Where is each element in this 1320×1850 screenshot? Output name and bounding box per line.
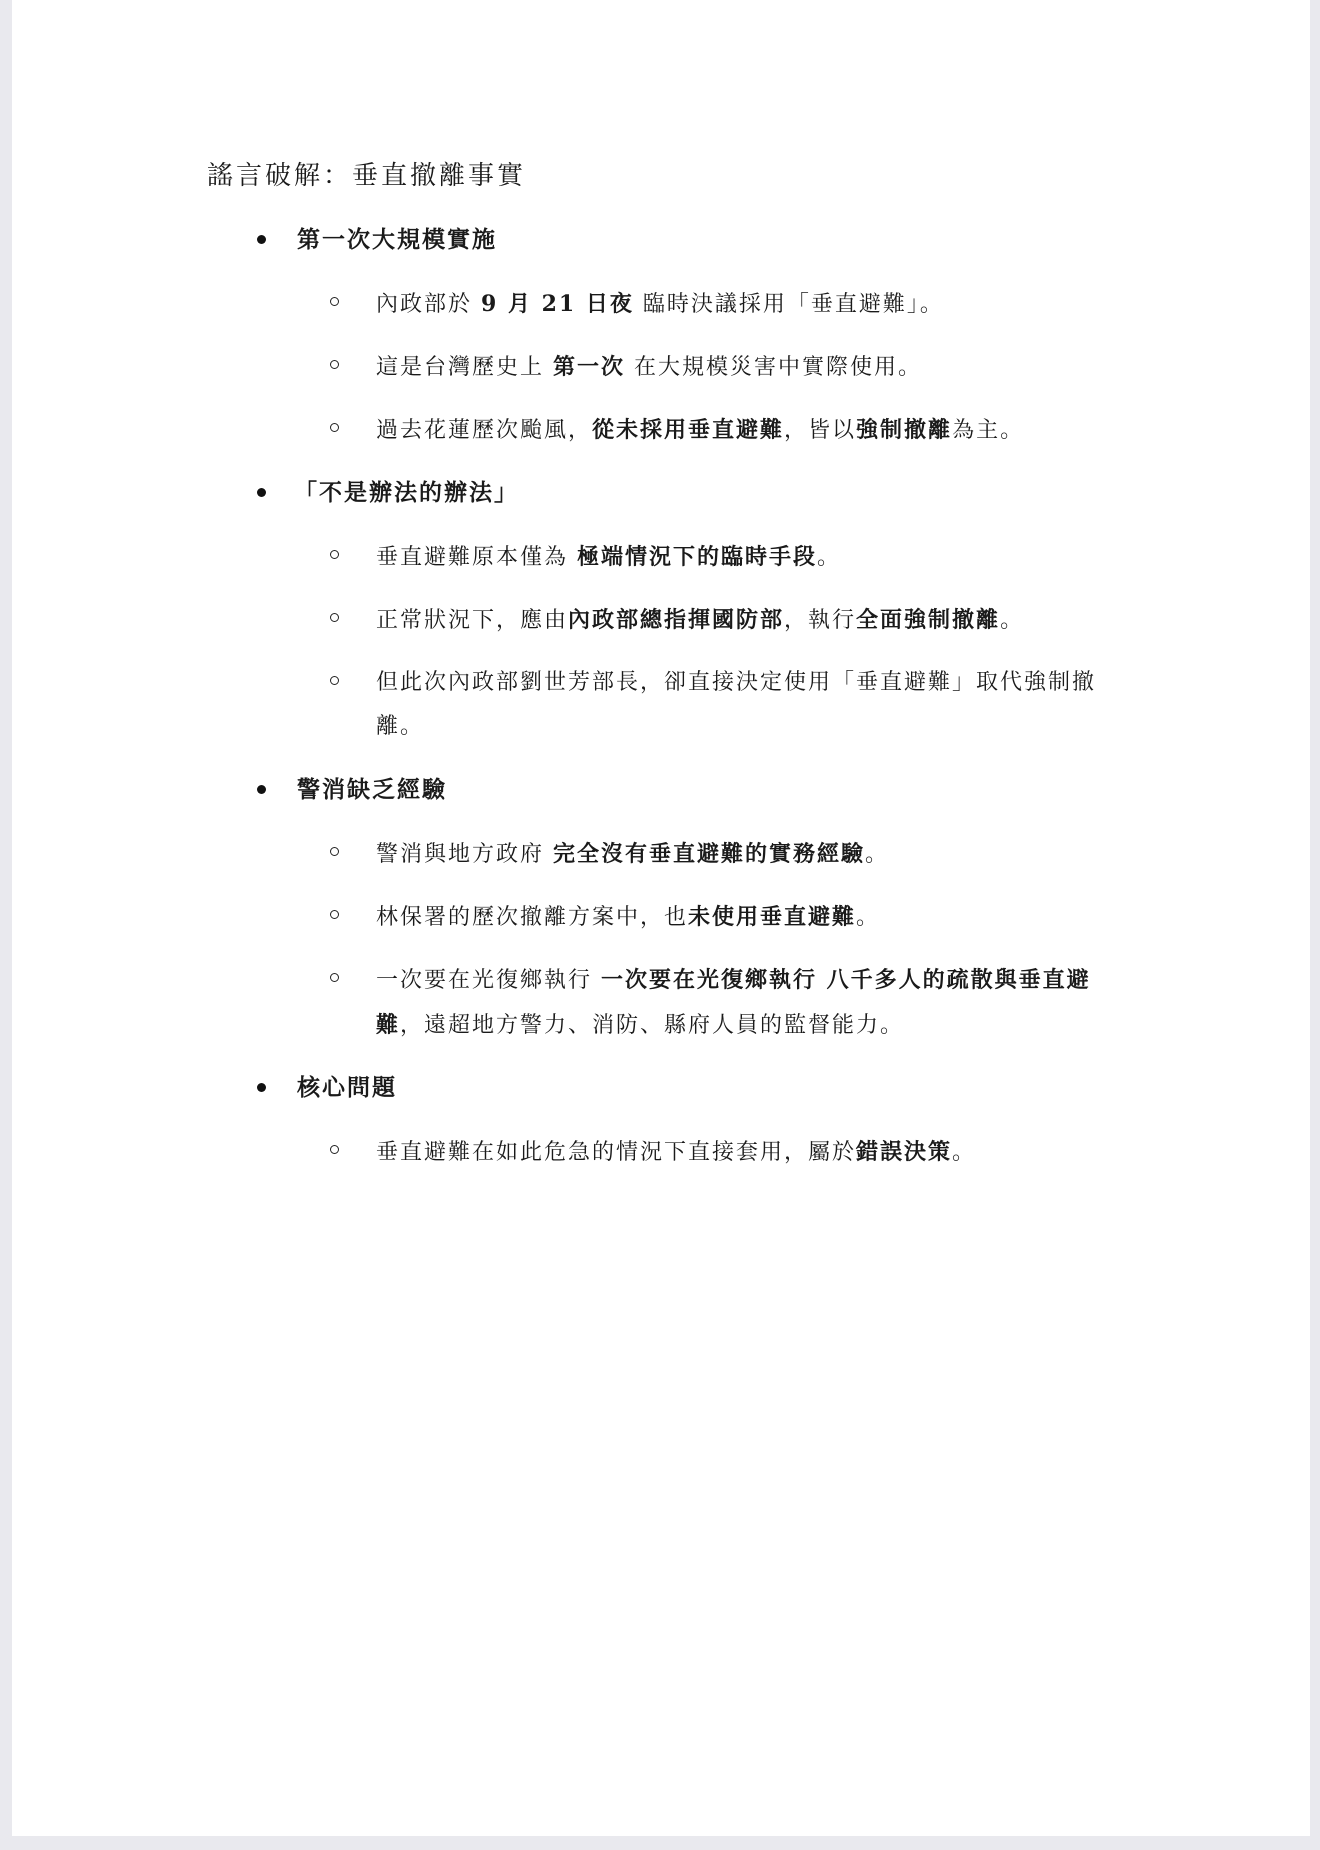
text-run: 。 [952,1140,977,1165]
circle-bullet [330,847,339,856]
text-run: 但此次內政部劉世芳部長，卻直接決定使用「垂直避難」取代強制撤離。 [376,670,1097,739]
section-not-a-solution [242,473,1142,739]
section-heading: 警消缺乏經驗 [297,776,447,803]
list-item-text [376,895,1116,940]
bold-run: 強制撤離 [856,417,953,443]
text-run: 正常狀況下，應由 [376,608,569,633]
circle-bullet [330,360,339,369]
bullet-dot [257,235,266,244]
section-core-issue [242,1068,1142,1165]
section-heading-row [242,1068,1142,1108]
text-run: 。 [817,545,842,570]
text-run: 過去花蓮歷次颱風， [376,418,593,443]
bold-run: 極端情況下的臨時手段 [577,544,818,570]
list-item-text [376,832,1116,877]
text-run: ，皆以 [784,418,857,443]
list-item-text [376,1130,1116,1175]
bold-run: 從未採用垂直避難 [592,417,785,443]
list-item-text [376,282,1116,327]
text-run: 垂直避難原本僅為 [376,545,577,570]
text-run: 內政部於 [376,292,481,317]
section-heading: 核心問題 [297,1074,397,1101]
text-run: 這是台灣歷史上 [376,355,553,380]
section-heading: 第一次大規模實施 [297,226,497,253]
bold-run: 9 月 21 日夜 [481,291,634,317]
bold-run: 錯誤決策 [856,1139,953,1165]
circle-bullet [330,297,339,306]
circle-bullet [330,550,339,559]
bold-run: 全面強制撤離 [856,607,1001,633]
circle-bullet [330,973,339,982]
circle-bullet [330,613,339,622]
list-item-text [376,535,1116,580]
list-item-text [376,661,1096,749]
text-run: 為主。 [952,418,1025,443]
text-run: 臨時決議採用「垂直避難」。 [633,292,944,317]
section-heading-row [242,473,1142,513]
text-run: 林保署的歷次撤離方案中，也 [376,905,689,930]
circle-bullet [330,423,339,432]
bold-run: 一次要在光復鄉執行 八千多人的疏散與垂直避難 [376,967,1091,1038]
bold-run: 完全沒有垂直避難的實務經驗 [553,841,866,867]
bullet-dot [257,1083,266,1092]
document-title: 謠言破解：垂直撤離事實 [207,161,527,191]
text-run: 垂直避難在如此危急的情況下直接套用，屬於 [376,1140,857,1165]
text-run: ，遠超地方警力、消防、縣府人員的監督能力。 [400,1013,905,1038]
text-run: 警消與地方政府 [376,842,553,867]
text-run: ，執行 [784,608,857,633]
circle-bullet [330,1145,339,1154]
circle-bullet [330,910,339,919]
section-first-implementation [242,220,1142,443]
bullet-dot [257,785,266,794]
list-item-text [376,958,1106,1048]
section-heading-row [242,220,1142,260]
bold-run: 第一次 [553,354,626,380]
bold-run: 未使用垂直避難 [688,904,857,930]
section-heading: 「不是辦法的辦法」 [294,479,519,506]
text-run: 在大規模災害中實際使用。 [625,355,923,380]
list-item-text [376,345,1116,390]
section-lack-of-experience [242,770,1142,1038]
bold-run: 內政部總指揮國防部 [568,607,785,633]
list-item-text [376,408,1116,453]
list-item-text [376,598,1116,643]
text-run: 一次要在光復鄉執行 [376,968,601,993]
circle-bullet [330,676,339,685]
text-run: 。 [1000,608,1025,633]
text-run: 。 [865,842,890,867]
document-page [12,0,1310,1836]
text-run: 。 [856,905,881,930]
bullet-dot [257,488,266,497]
section-heading-row [242,770,1142,810]
